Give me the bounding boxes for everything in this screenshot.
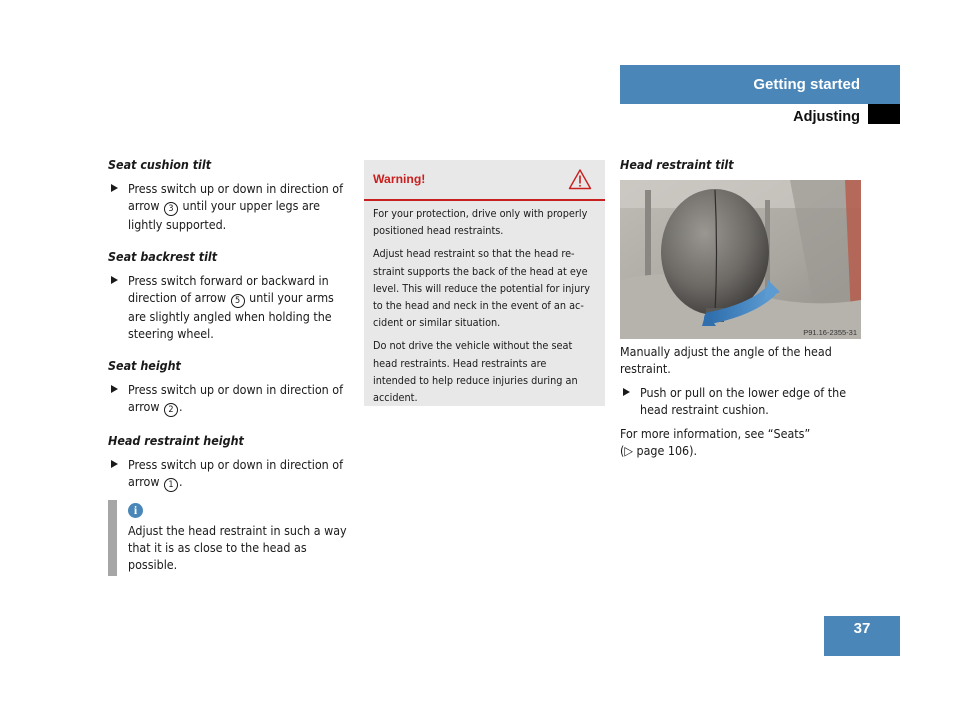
warning-triangle-icon [568, 168, 592, 190]
head-restraint-height-heading: Head restraint height [108, 433, 244, 448]
seat-height-step: Press switch up or down in direction of arrow 2 . [108, 381, 358, 417]
info-icon: i [128, 503, 143, 518]
column-right [620, 156, 870, 174]
step-arrow-icon [111, 460, 118, 468]
head-restraint-tilt-heading: Head restraint tilt [620, 157, 734, 172]
step-arrow-icon [623, 388, 630, 396]
head-restraint-photo [620, 180, 861, 339]
more-information: For more information, see “Seats” (▷ page 106). [620, 426, 811, 458]
head-restraint-tilt-step: Push or pull on the lower edge of the head restraint cushion. [620, 384, 870, 418]
step-arrow-icon [111, 184, 118, 192]
seat-backrest-tilt-step: Press switch forward or backward in direction of arrow 5 until your arms are slightly angled when holding the steering wheel. [108, 272, 358, 342]
column-left [108, 156, 358, 492]
seat-cushion-tilt-heading: Seat cushion tilt [108, 157, 212, 172]
column-right-text [620, 343, 870, 459]
section-header: Getting started [620, 65, 900, 104]
warning-box [364, 160, 605, 406]
warning-text [373, 205, 599, 412]
warning-paragraph: For your protection, drive only with properly positioned head restraints. [373, 207, 588, 238]
header-marker [868, 104, 900, 124]
warning-divider [364, 199, 605, 201]
info-note [108, 500, 352, 576]
page-reference-link[interactable]: page 106). [636, 443, 698, 458]
callout-number: 2 [164, 403, 178, 417]
callout-number: 1 [164, 478, 178, 492]
info-note-bar [108, 500, 117, 576]
warning-paragraph: Do not drive the vehicle without the seat head restraints. Head restraints are intended to help reduce injuries during an accident. [373, 339, 578, 405]
subsection-title: Adjusting [793, 109, 860, 125]
seat-backrest-tilt-heading: Seat backrest tilt [108, 249, 218, 264]
info-note-text: Adjust the head restraint in such a way that it is as close to the head as possible. [128, 523, 347, 572]
page-number: 37 [824, 616, 900, 656]
warning-paragraph: Adjust head restraint so that the head re- straint supports the back of the head at eye level. This will reduce the potential for injury to the head and neck in the event of an ac- cident or similar situation. [373, 247, 590, 330]
callout-number: 3 [164, 202, 178, 216]
seat-height-heading: Seat height [108, 358, 181, 373]
photo-code: P91.16-2355-31 [803, 328, 857, 337]
callout-number: 5 [231, 294, 245, 308]
step-arrow-icon [111, 385, 118, 393]
seat-cushion-tilt-step: Press switch up or down in direction of arrow 3 until your upper legs are lightly supported. [108, 180, 358, 233]
warning-title: Warning! [373, 172, 426, 186]
step-arrow-icon [111, 276, 118, 284]
head-restraint-tilt-description: Manually adjust the angle of the head restraint. [620, 344, 832, 376]
head-restraint-height-step: Press switch up or down in direction of arrow 1 . [108, 456, 358, 492]
head-restraint-illustration [620, 180, 861, 339]
